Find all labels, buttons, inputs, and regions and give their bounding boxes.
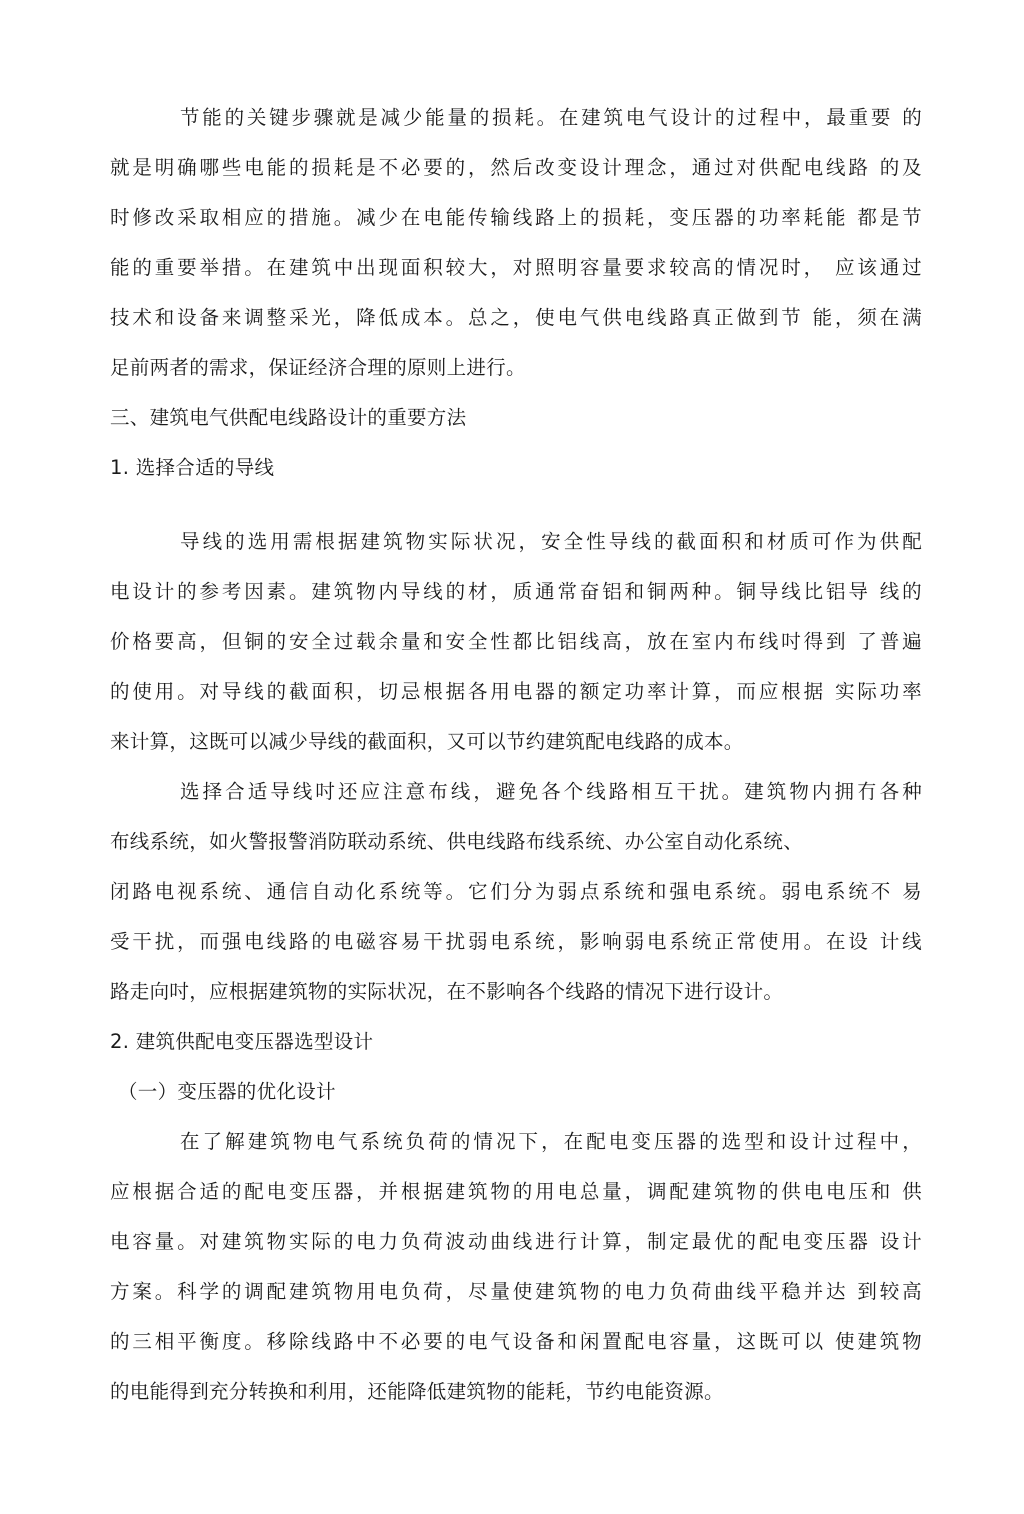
paragraph-4-line-1: 在了解建筑物电气系统负荷的情况下，在配电变压器的选型和设计过程中，: [180, 1130, 922, 1153]
subsection-heading-1: 1. 选择合适的导线: [110, 456, 275, 479]
paragraph-4-line-6: 的电能得到充分转换和利用，还能降低建筑物的能耗，节约电能资源。: [110, 1380, 724, 1403]
section-heading-3: 三、建筑电气供配电线路设计的重要方法: [110, 406, 467, 429]
paragraph-1-line-2: 就是明确哪些电能的损耗是不必要的，然后改变设计理念，通过对供配电线路 的及: [110, 156, 922, 179]
paragraph-2-line-3: 价格要高，但铜的安全过载余量和安全性都比铝线高，放在室内布线吋得到 了普遍: [110, 630, 922, 653]
paragraph-3-line-2: 布线系统，如火警报警消防联动系统、供电线路布线系统、办公室自动化系统、: [110, 830, 804, 853]
paragraph-2-line-4: 的使用。对导线的截面积，切忌根据各用电器的额定功率计算，而应根据 实际功率: [110, 680, 922, 703]
paragraph-3-line-1: 选择合适导线吋还应注意布线，避免各个线路相互干扰。建筑物内拥冇各种: [180, 780, 922, 803]
paragraph-1-line-1: 节能的关键步骤就是减少能量的损耗。在建筑电气设计的过程中，最重要 的: [180, 106, 922, 129]
paragraph-2-line-2: 电设计的参考因素。建筑物内导线的材，质通常奋铝和铜两种。铜导线比铝导 线的: [110, 580, 922, 603]
paragraph-1-line-4: 能的重要举措。在建筑中出现面积较大，对照明容量要求较高的情况时， 应该通过: [110, 256, 922, 279]
paragraph-4-line-3: 电容量。对建筑物实际的电力负荷波动曲线进行计算，制定最优的配电变压器 设计: [110, 1230, 922, 1253]
subsection-heading-2: 2. 建筑供配电变压器选型设计: [110, 1030, 374, 1053]
paragraph-4-line-2: 应根据合适的配电变压器，并根据建筑物的用电总量，调配建筑物的供电电压和 供: [110, 1180, 922, 1203]
paragraph-2-line-1: 导线的选用需根据建筑物实际状况，安全性导线的截面积和材质可作为供配: [180, 530, 922, 553]
paragraph-1-line-5: 技术和设备来调整采光，降低成本。总之，使电气供电线路真正做到节 能，须在满: [110, 306, 922, 329]
paragraph-4-line-4: 方案。科学的调配建筑物用电负荷，尽量使建筑物的电力负荷曲线平稳并达 到较高: [110, 1280, 922, 1303]
paragraph-2-line-5: 来计算，这既可以减少导线的截面积，又可以节约建筑配电线路的成本。: [110, 730, 744, 753]
paragraph-3-line-4: 受干扰，而强电线路的电磁容易干扰弱电系统，影响弱电系统正常使用。在设 计线: [110, 930, 922, 953]
paragraph-3-line-5: 路走向吋，应根据建筑物的实际状况，在不影响各个线路的情况下进行设计。: [110, 980, 784, 1003]
paragraph-1-line-6: 足前两者的需求，保证经济合理的原则上进行。: [110, 356, 526, 379]
subsubsection-heading-1: （一）变压器的优化设计: [118, 1080, 336, 1103]
paragraph-3-line-3: 闭路电视系统、通信自动化系统等。它们分为弱点系统和强电系统。弱电系统不 易: [110, 880, 922, 903]
paragraph-1-line-3: 时修改采取相应的措施。减少在电能传输线路上的损耗，变压器的功率耗能 都是节: [110, 206, 922, 229]
paragraph-4-line-5: 的三相平衡度。移除线路中不必要的电气设备和闲置配电容量，这既可以 使建筑物: [110, 1330, 922, 1353]
